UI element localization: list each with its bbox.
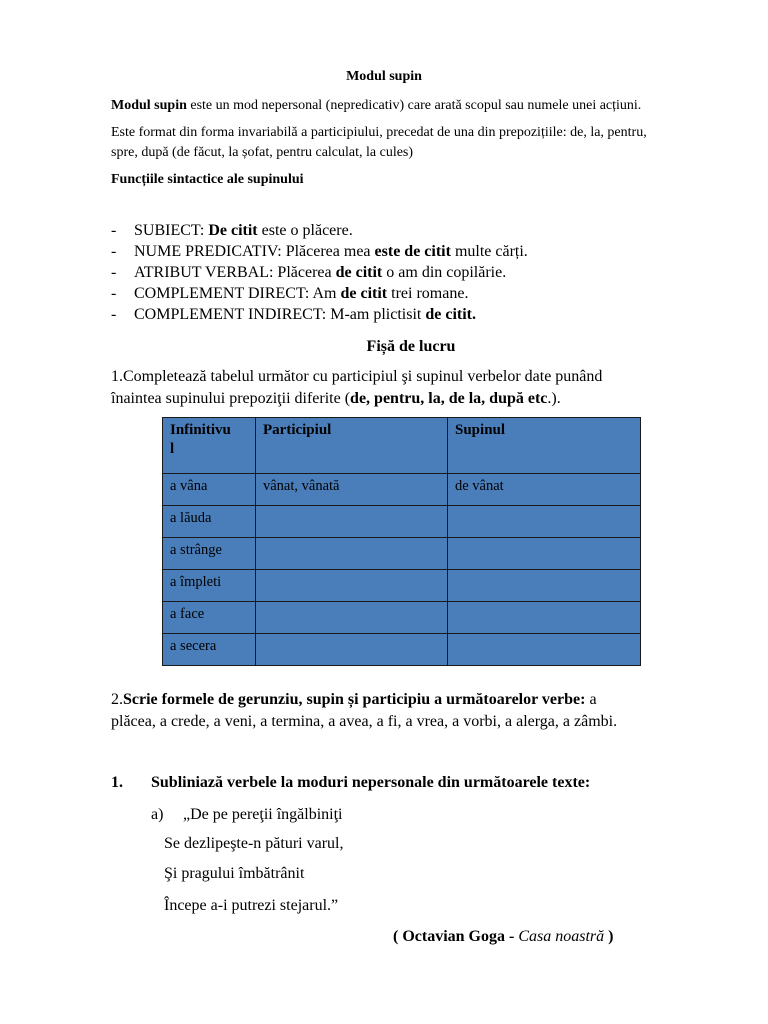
- definition-term: Modul supin: [111, 98, 187, 113]
- cell-participle[interactable]: [256, 538, 448, 570]
- formation-line-2: spre, după (de făcut, la șofat, pentru calculat, la cules): [111, 145, 414, 160]
- exercise-1-line-1: 1.Completează tabelul următor cu participiul şi supinul verbelor date punând: [111, 368, 603, 385]
- formation-line-1: Este format din forma invariabilă a participiului, precedat de una din prepozițiile: de, la, pentru,: [111, 125, 647, 140]
- cell-supine[interactable]: [448, 506, 641, 538]
- exercise-3-instruction: Subliniază verbele la moduri nepersonale din următoarele texte:: [151, 774, 591, 791]
- cell-supine[interactable]: [448, 570, 641, 602]
- cell-supine[interactable]: de vânat: [448, 474, 641, 506]
- poem-line: Se dezlipeşte-n pături varul,: [164, 835, 344, 852]
- page-title: Modul supin: [346, 69, 422, 84]
- table-row: [163, 602, 641, 634]
- document-page: Modul supin Modul supin este un mod nepersonal (nepredicativ) care arată scopul sau numele unei acțiuni. Este format din forma invariabilă a participiului, precedat de una din prepozițiile: de, la, pentru, spre, după (de făcut, la șofat, pentru calculat, la cules) Funcțiile sintactice ale supinului - SUBIECT: De citit este o plăcere. - NUME PREDICATIV: Plăcerea mea este de citit multe cărți. - ATRIBUT VERBAL: Plăcerea de citit o am din copilărie. - COMPLEMENT DIRECT: Am de citit trei romane. - COMPLEMENT INDIRECT: M-am plictisit de citit. Fișă de lucru 1.Completează tabelul următor cu participiul şi supinul verbelor date punând înaintea supinului prepoziţii diferite (de, pentru, la, de la, după etc.). Infinitivu l Participiul Supinul a vâna vânat, vânată de vânat a lăuda a strânge a împleti a face a secera 2.Scrie formele de gerunziu, supin și participiu a următoarelor verbe: a plăcea, a crede, a veni, a termina, a avea, a fi, a vrea, a vorbi, a alerga, a zâmbi. 1. Subliniază verbele la moduri nepersonale din următoarele texte: a) „De pe pereţii îngălbiniţi Se dezlipeşte-n pături varul, Şi pragului îmbătrânit Începe a-i putrezi stejarul.” ( Octavian Goga - Casa noastră ): [0, 0, 768, 1024]
- functions-heading: Funcțiile sintactice ale supinului: [111, 172, 304, 187]
- poem-line: Începe a-i putrezi stejarul.”: [164, 897, 339, 914]
- poem-label: a): [151, 806, 164, 823]
- cell-participle[interactable]: [256, 602, 448, 634]
- cell-participle[interactable]: [256, 506, 448, 538]
- table-row: [163, 634, 641, 666]
- header-infinitive: Infinitivu l: [163, 418, 256, 474]
- exercise-2-line-2: plăcea, a crede, a veni, a termina, a avea, a fi, a vrea, a vorbi, a alerga, a zâmbi.: [111, 713, 618, 730]
- cell-infinitive: a împleti: [163, 570, 256, 602]
- cell-participle[interactable]: vânat, vânată: [256, 474, 448, 506]
- cell-participle[interactable]: [256, 634, 448, 666]
- verbs-table: [162, 417, 641, 666]
- cell-infinitive: a face: [163, 602, 256, 634]
- cell-infinitive: a secera: [163, 634, 256, 666]
- poem-line: „De pe pereţii îngălbiniţi: [183, 806, 343, 823]
- table-header-row: [163, 418, 641, 474]
- poem-line: Şi pragului îmbătrânit: [164, 865, 305, 882]
- cell-supine[interactable]: [448, 634, 641, 666]
- header-supine: Supinul: [448, 418, 641, 474]
- definition-paragraph: [111, 97, 641, 114]
- definition-text: este un mod nepersonal (nepredicativ) care arată scopul sau numele unei acțiuni.: [186, 98, 642, 113]
- table-row: [163, 474, 641, 506]
- cell-participle[interactable]: [256, 570, 448, 602]
- worksheet-title: Fișă de lucru: [366, 338, 456, 355]
- poem-attribution: ( Octavian Goga - Casa noastră ): [393, 928, 614, 945]
- table-row: [163, 506, 641, 538]
- cell-infinitive: a strânge: [163, 538, 256, 570]
- exercise-1-line-2: înaintea supinului prepoziţii diferite (de, pentru, la, de la, după etc.).: [111, 390, 561, 407]
- table-row: [163, 570, 641, 602]
- work-title: Casa noastră: [518, 928, 605, 945]
- cell-supine[interactable]: [448, 538, 641, 570]
- cell-infinitive: a lăuda: [163, 506, 256, 538]
- cell-supine[interactable]: [448, 602, 641, 634]
- exercise-2-line-1: 2.Scrie formele de gerunziu, supin și participiu a următoarelor verbe: a: [111, 691, 597, 708]
- exercise-3-number: 1.: [111, 774, 123, 791]
- header-participle: Participiul: [256, 418, 448, 474]
- cell-infinitive: a vâna: [163, 474, 256, 506]
- table-row: [163, 538, 641, 570]
